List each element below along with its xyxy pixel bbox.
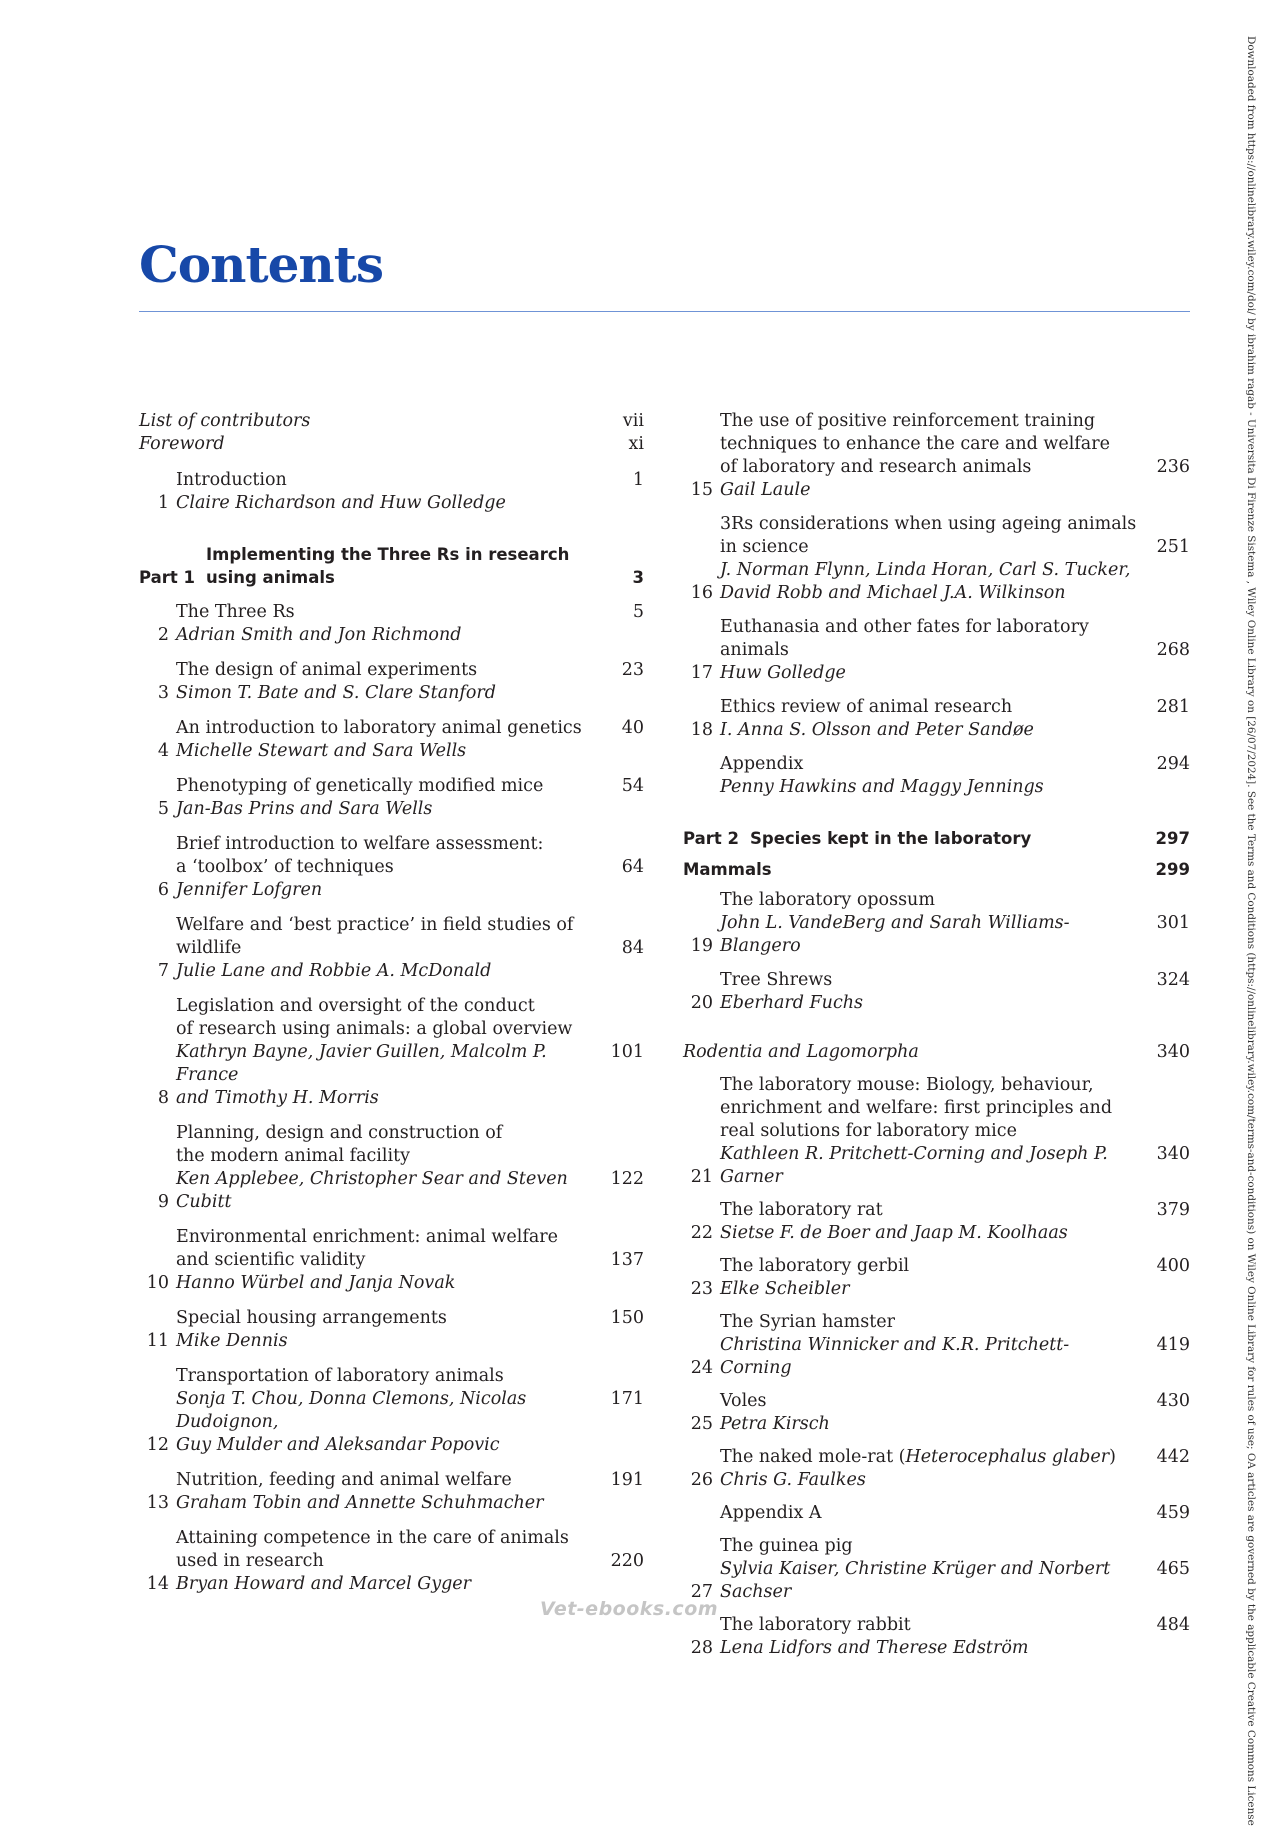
- chapter-number: 14: [146, 1574, 169, 1594]
- chapter-body: [720, 410, 1140, 502]
- toc-entry: [139, 601, 644, 647]
- author-line: Mike Dennis: [176, 1331, 288, 1351]
- page-number: 101: [610, 1042, 644, 1062]
- chapter-authors: [720, 1334, 1140, 1380]
- toc-entry: [139, 833, 644, 902]
- chapter-title-line: Legislation and oversight of the conduct: [176, 996, 535, 1016]
- author-line: Sietse F. de Boer and Jaap M. Koolhaas: [720, 1223, 1068, 1243]
- chapter-body: [720, 1446, 1140, 1492]
- author-line: Elke Scheibler: [720, 1279, 850, 1299]
- chapter-authors: [176, 740, 594, 763]
- page-number: 400: [1156, 1256, 1190, 1276]
- toc-entry: [683, 1074, 1190, 1189]
- chapter-title-line: the modern animal facility: [176, 1146, 411, 1166]
- chapter-authors: [720, 1413, 1140, 1436]
- toc-entry: [683, 616, 1190, 685]
- author-line: Petra Kirsch: [720, 1414, 830, 1434]
- chapter-title-line: techniques to enhance the care and welfare: [720, 434, 1110, 454]
- part-title-line: Species kept in the laboratory: [750, 829, 1032, 848]
- part-heading: [683, 827, 1190, 850]
- chapter-title-text: ): [1109, 1447, 1116, 1467]
- chapter-number: 25: [690, 1414, 713, 1434]
- page-number: 171: [610, 1389, 644, 1409]
- page-number: 40: [621, 718, 644, 738]
- toc-right-column: [683, 410, 1190, 1660]
- author-line: Kathleen R. Pritchett-Corning and Joseph P. Garner: [720, 1144, 1108, 1187]
- toc-entry: [139, 1365, 644, 1457]
- part-title-line: using animals: [206, 568, 335, 587]
- toc-entry: [683, 696, 1190, 742]
- chapter-number: 9: [157, 1192, 169, 1212]
- chapter-title-line: Appendix: [720, 754, 804, 774]
- section-title: Rodentia and Lagomorpha: [683, 1042, 919, 1062]
- chapter-title-line: The laboratory mouse: Biology, behaviour,: [720, 1075, 1094, 1095]
- author-line: Jan-Bas Prins and Sara Wells: [176, 799, 433, 819]
- chapter-authors: [720, 1222, 1140, 1245]
- front-label: Foreword: [139, 434, 225, 454]
- page-number: 137: [610, 1250, 644, 1270]
- page-number: 299: [1155, 860, 1190, 879]
- chapter-number: 19: [690, 936, 713, 956]
- page-number: 236: [1156, 457, 1190, 477]
- page-number: vii: [622, 411, 644, 431]
- chapter-body: [176, 914, 594, 983]
- page-number: 251: [1156, 537, 1190, 557]
- toc-entry: [683, 410, 1190, 502]
- chapter-title-line: An introduction to laboratory animal genetics: [176, 718, 582, 738]
- chapter-authors: [176, 682, 594, 705]
- chapter-title-line: Voles: [720, 1391, 767, 1411]
- toc-entry: [683, 969, 1190, 1015]
- chapter-title-line: Introduction: [176, 470, 287, 490]
- author-line: Claire Richardson and Huw Golledge: [176, 493, 506, 513]
- page-number: 484: [1156, 1615, 1190, 1635]
- chapter-number: 4: [157, 741, 169, 761]
- chapter-number: 8: [157, 1088, 169, 1108]
- chapter-title-line: Environmental enrichment: animal welfare: [176, 1227, 558, 1247]
- toc-entry: [683, 753, 1190, 799]
- page-number: xi: [628, 434, 644, 454]
- author-line: Michelle Stewart and Sara Wells: [176, 741, 467, 761]
- chapter-body: [176, 833, 594, 902]
- chapter-body: [720, 616, 1140, 685]
- chapter-authors: [176, 1492, 594, 1515]
- page-number: 297: [1155, 829, 1190, 848]
- author-line: Sonja T. Chou, Donna Clemons, Nicolas Dudoignon,: [176, 1389, 527, 1432]
- toc-entry: [683, 1255, 1190, 1301]
- toc-entry: [139, 1527, 644, 1596]
- page-number: 3: [632, 568, 644, 587]
- page-number: 324: [1156, 970, 1190, 990]
- author-line: Simon T. Bate and S. Clare Stanford: [176, 683, 496, 703]
- chapter-title-line: and scientific validity: [176, 1250, 366, 1270]
- chapter-authors: [720, 559, 1140, 605]
- chapter-title-line: Nutrition, feeding and animal welfare: [176, 1470, 512, 1490]
- chapter-title-line: Attaining competence in the care of animals: [176, 1528, 569, 1548]
- chapter-authors: [176, 879, 594, 902]
- author-line: Gail Laule: [720, 480, 811, 500]
- page-number: 122: [610, 1169, 644, 1189]
- chapter-title-species: Heterocephalus glaber: [905, 1447, 1110, 1467]
- chapter-number: 28: [690, 1638, 713, 1658]
- chapter-authors: [720, 1558, 1140, 1604]
- chapter-authors: [720, 1143, 1140, 1189]
- chapter-authors: [720, 992, 1140, 1015]
- chapter-number: 17: [690, 663, 713, 683]
- chapter-body: [176, 1527, 594, 1596]
- part-label: Part 2: [683, 829, 740, 848]
- chapter-body: [720, 1199, 1140, 1245]
- chapter-body: [720, 513, 1140, 605]
- front-matter-item: [139, 433, 644, 456]
- section-title: Mammals: [683, 860, 772, 879]
- page-number: 459: [1156, 1503, 1190, 1523]
- author-line: Graham Tobin and Annette Schuhmacher: [176, 1493, 544, 1513]
- chapter-title-line: Transportation of laboratory animals: [176, 1366, 504, 1386]
- chapter-body: [720, 1390, 1140, 1436]
- chapter-body: [720, 1074, 1140, 1189]
- chapter-body: [720, 889, 1140, 958]
- chapter-title-line: The Three Rs: [176, 602, 295, 622]
- watermark-logo: Vet-ebooks.com: [540, 1598, 719, 1620]
- chapter-title-line: used in research: [176, 1551, 324, 1571]
- chapter-body: [720, 1614, 1140, 1660]
- page-number: 150: [610, 1308, 644, 1328]
- chapter-number: 16: [690, 583, 713, 603]
- chapter-title-line: of research using animals: a global overview: [176, 1019, 573, 1039]
- chapter-authors: [720, 1637, 1140, 1660]
- chapter-number: 6: [157, 880, 169, 900]
- chapter-authors: [176, 1168, 594, 1214]
- chapter-body: [720, 753, 1140, 799]
- chapter-body: [720, 1311, 1140, 1380]
- page-number: 64: [621, 857, 644, 877]
- chapter-authors: [720, 776, 1140, 799]
- page-number: 268: [1156, 640, 1190, 660]
- chapter-title-line: 3Rs considerations when using ageing animals: [720, 514, 1137, 534]
- chapter-number: 24: [690, 1358, 713, 1378]
- toc-entry: [139, 1122, 644, 1214]
- toc-entry: [139, 775, 644, 821]
- author-line: John L. VandeBerg and Sarah Williams-Blangero: [720, 913, 1070, 956]
- chapter-authors: [720, 1278, 1140, 1301]
- chapter-body: [720, 1255, 1140, 1301]
- chapter-title-line: The design of animal experiments: [176, 660, 478, 680]
- page-number: 54: [621, 776, 644, 796]
- author-line: Penny Hawkins and Maggy Jennings: [720, 777, 1044, 797]
- page-number: 301: [1156, 913, 1190, 933]
- chapter-body: [720, 696, 1140, 742]
- page-number: 340: [1156, 1042, 1190, 1062]
- toc-entry: [139, 659, 644, 705]
- chapter-title-line: Special housing arrangements: [176, 1308, 447, 1328]
- toc-entry: [683, 1502, 1190, 1525]
- author-line: Hanno Würbel and Janja Novak: [176, 1273, 456, 1293]
- chapter-authors: [176, 624, 594, 647]
- section-heading-mammals: [683, 858, 1190, 881]
- page-number: 442: [1156, 1447, 1190, 1467]
- chapter-number: 26: [690, 1470, 713, 1490]
- chapter-number: 11: [146, 1331, 169, 1351]
- chapter-title-line: wildlife: [176, 938, 242, 958]
- chapter-authors: [720, 662, 1140, 685]
- chapter-title-line: The laboratory rabbit: [720, 1615, 911, 1635]
- chapter-title-line: Tree Shrews: [720, 970, 833, 990]
- chapter-body: [176, 1307, 594, 1353]
- author-line: Guy Mulder and Aleksandar Popovic: [176, 1435, 500, 1455]
- author-line: J. Norman Flynn, Linda Horan, Carl S. Tucker,: [720, 560, 1131, 580]
- chapter-body: [720, 1502, 1140, 1525]
- chapter-body: [176, 659, 594, 705]
- chapter-authors: [176, 1041, 594, 1110]
- chapter-body: [176, 775, 594, 821]
- chapter-body: [176, 1469, 594, 1515]
- page-number: 5: [632, 602, 644, 622]
- chapter-title-line: enrichment and welfare: first principles and: [720, 1098, 1113, 1118]
- chapter-authors: [176, 1573, 594, 1596]
- download-notice: Downloaded from https://onlinelibrary.wiley.com/doi/ by ibrahim ragab - Universita Di Firenze Sistema , Wiley Online Library on [26/07/2024]. See the Terms and Conditions (https://onlinelibrary.wiley.com/terms-and-conditions) on Wiley Online Library for rules of use; OA articles are governed by the applicable Creative Commons License: [1245, 36, 1257, 1826]
- author-line: Sylvia Kaiser, Christine Krüger and Norbert Sachser: [720, 1559, 1111, 1602]
- chapter-authors: [720, 912, 1140, 958]
- toc-entry: [683, 1614, 1190, 1660]
- toc-entry: [139, 469, 644, 515]
- page-title: Contents: [139, 235, 384, 294]
- page-number: 430: [1156, 1391, 1190, 1411]
- chapter-body: [720, 1535, 1140, 1604]
- chapter-authors: [176, 1388, 594, 1457]
- toc-entry: [683, 1199, 1190, 1245]
- chapter-number: 22: [690, 1223, 713, 1243]
- chapter-body: [176, 995, 594, 1110]
- author-line: Julie Lane and Robbie A. McDonald: [176, 961, 492, 981]
- toc-entry: [683, 1311, 1190, 1380]
- author-line: Eberhard Fuchs: [720, 993, 863, 1013]
- chapter-title-line: The laboratory rat: [720, 1200, 883, 1220]
- author-line: Christina Winnicker and K.R. Pritchett-Corning: [720, 1335, 1070, 1378]
- page-number: 419: [1156, 1335, 1190, 1355]
- chapter-title-line: The Syrian hamster: [720, 1312, 895, 1332]
- chapter-title-line: of laboratory and research animals: [720, 457, 1032, 477]
- chapter-authors: [176, 960, 594, 983]
- chapter-number: 20: [690, 993, 713, 1013]
- part-title: [206, 543, 594, 589]
- chapter-body: [176, 1226, 594, 1295]
- chapter-title-line: [720, 1446, 1140, 1469]
- chapter-title-line: The laboratory gerbil: [720, 1256, 910, 1276]
- page-number: 294: [1156, 754, 1190, 774]
- chapter-number: 27: [690, 1582, 713, 1602]
- chapter-body: [176, 1365, 594, 1457]
- author-line: I. Anna S. Olsson and Peter Sandøe: [720, 720, 1034, 740]
- chapter-number: 7: [157, 961, 169, 981]
- toc-entry: [683, 1446, 1190, 1492]
- chapter-number: 12: [146, 1435, 169, 1455]
- part-label: Part 1: [139, 568, 196, 587]
- chapter-authors: [720, 719, 1140, 742]
- chapter-authors: [176, 1272, 594, 1295]
- author-line: Lena Lidfors and Therese Edström: [720, 1638, 1029, 1658]
- toc-entry: [683, 1390, 1190, 1436]
- chapter-number: 23: [690, 1279, 713, 1299]
- chapter-number: 21: [690, 1167, 713, 1187]
- author-line: Bryan Howard and Marcel Gyger: [176, 1574, 472, 1594]
- front-label: List of contributors: [139, 411, 311, 431]
- author-line: Kathryn Bayne, Javier Guillen, Malcolm P. France: [176, 1042, 547, 1085]
- part-title-line: Implementing the Three Rs in research: [206, 545, 570, 564]
- chapter-title-line: Ethics review of animal research: [720, 697, 1013, 717]
- author-line: Jennifer Lofgren: [176, 880, 323, 900]
- page-number: 281: [1156, 697, 1190, 717]
- chapter-title-line: Planning, design and construction of: [176, 1123, 503, 1143]
- chapter-authors: [720, 479, 1140, 502]
- chapter-body: [176, 717, 594, 763]
- page-number: 1: [632, 470, 644, 490]
- author-line: David Robb and Michael J.A. Wilkinson: [720, 583, 1066, 603]
- page-number: 379: [1156, 1200, 1190, 1220]
- chapter-title-line: The use of positive reinforcement training: [720, 411, 1096, 431]
- chapter-number: 3: [157, 683, 169, 703]
- part-heading: [139, 543, 644, 589]
- chapter-body: [176, 1122, 594, 1214]
- toc-entry: [139, 1226, 644, 1295]
- chapter-title-line: Welfare and ‘best practice’ in field studies of: [176, 915, 574, 935]
- chapter-number: 1: [157, 493, 169, 513]
- chapter-title-line: The guinea pig: [720, 1536, 853, 1556]
- chapter-number: 5: [157, 799, 169, 819]
- page-number: 220: [610, 1551, 644, 1571]
- author-line: and Timothy H. Morris: [176, 1088, 379, 1108]
- page-number: 84: [621, 938, 644, 958]
- page-number: 191: [610, 1470, 644, 1490]
- chapter-title-line: The laboratory opossum: [720, 890, 935, 910]
- author-line: Huw Golledge: [720, 663, 846, 683]
- toc-entry: [139, 717, 644, 763]
- title-rule: [139, 311, 1190, 312]
- chapter-title-line: Brief introduction to welfare assessment:: [176, 834, 544, 854]
- chapter-number: 2: [157, 625, 169, 645]
- page-number: 465: [1156, 1559, 1190, 1579]
- chapter-number: 15: [690, 480, 713, 500]
- toc-entry: [139, 995, 644, 1110]
- toc-entry: [683, 1535, 1190, 1604]
- chapter-title-line: Appendix A: [720, 1503, 822, 1523]
- chapter-title-text: The naked mole-rat (: [720, 1447, 906, 1467]
- author-line: Ken Applebee, Christopher Sear and Steven Cubitt: [176, 1169, 568, 1212]
- chapter-title-line: real solutions for laboratory mice: [720, 1121, 1017, 1141]
- chapter-title-line: Euthanasia and other fates for laboratory animals: [720, 617, 1089, 660]
- part-title: [750, 827, 1140, 850]
- chapter-title-line: Phenotyping of genetically modified mice: [176, 776, 544, 796]
- toc-entry: [139, 1307, 644, 1353]
- chapter-authors: [176, 1330, 594, 1353]
- chapter-authors: [176, 798, 594, 821]
- chapter-number: 13: [146, 1493, 169, 1513]
- page-number: 340: [1156, 1144, 1190, 1164]
- toc-entry: [139, 914, 644, 983]
- chapter-authors: [176, 492, 594, 515]
- chapter-authors: [720, 1469, 1140, 1492]
- chapter-number: 10: [146, 1273, 169, 1293]
- page-number: 23: [621, 660, 644, 680]
- section-heading-rodentia: [683, 1041, 1190, 1064]
- chapter-body: [176, 601, 594, 647]
- toc-left-column: [139, 410, 644, 1596]
- toc-entry: [139, 1469, 644, 1515]
- toc-entry: [683, 513, 1190, 605]
- toc-entry: [683, 889, 1190, 958]
- chapter-title-line: a ‘toolbox’ of techniques: [176, 857, 394, 877]
- chapter-title-line: in science: [720, 537, 809, 557]
- chapter-number: 18: [690, 720, 713, 740]
- chapter-body: [176, 469, 594, 515]
- author-line: Adrian Smith and Jon Richmond: [176, 625, 462, 645]
- chapter-body: [720, 969, 1140, 1015]
- author-line: Chris G. Faulkes: [720, 1470, 866, 1490]
- front-matter-item: [139, 410, 644, 433]
